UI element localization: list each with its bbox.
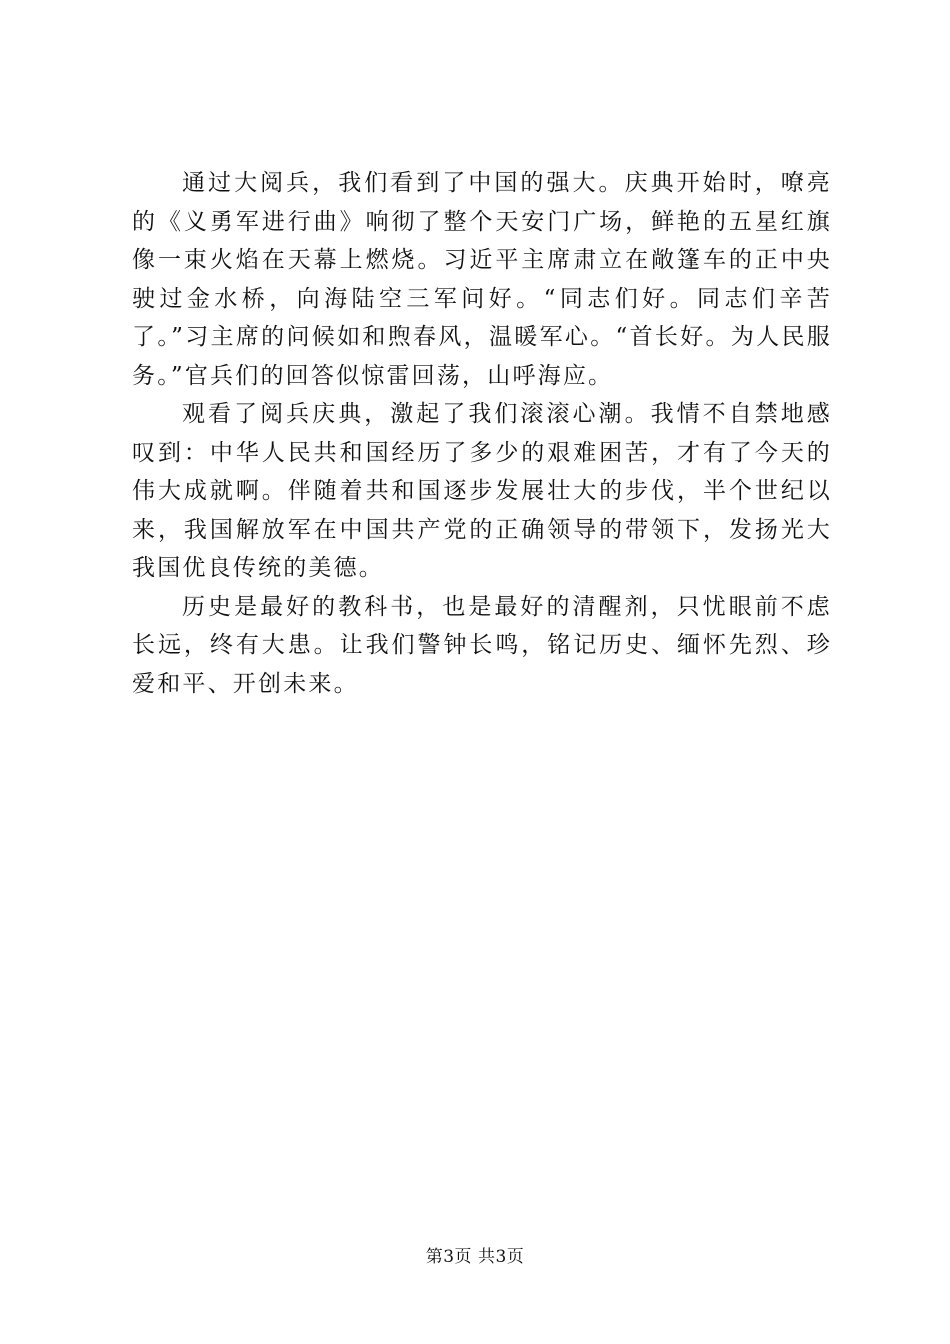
document-body bbox=[132, 164, 832, 703]
paragraph-1: 通过大阅兵，我们看到了中国的强大。庆典开始时，嘹亮的《义勇军进行曲》响彻了整个天安门广场，鲜艳的五星红旗像一束火焰在天幕上燃烧。习近平主席肃立在敞篷车的正中央驶过金水桥，向海陆空三军问好。“同志们好。同志们辛苦了。”习主席的问候如和煦春风，温暖军心。“首长好。为人民服务。”官兵们的回答似惊雷回荡，山呼海应。 bbox=[132, 170, 832, 389]
paragraph-2: 观看了阅兵庆典，激起了我们滚滚心潮。我情不自禁地感叹到：中华人民共和国经历了多少的艰难困苦，才有了今天的伟大成就啊。伴随着共和国逐步发展壮大的步伐，半个世纪以来，我国解放军在中国共产党的正确领导的带领下，发扬光大我国优良传统的美德。 bbox=[132, 401, 832, 581]
page-number-footer: 第3页 共3页 bbox=[425, 1247, 525, 1267]
paragraph-3: 历史是最好的教科书，也是最好的清醒剂，只忧眼前不虑长远，终有大患。让我们警钟长鸣，铭记历史、缅怀先烈、珍爱和平、开创未来。 bbox=[132, 593, 832, 697]
